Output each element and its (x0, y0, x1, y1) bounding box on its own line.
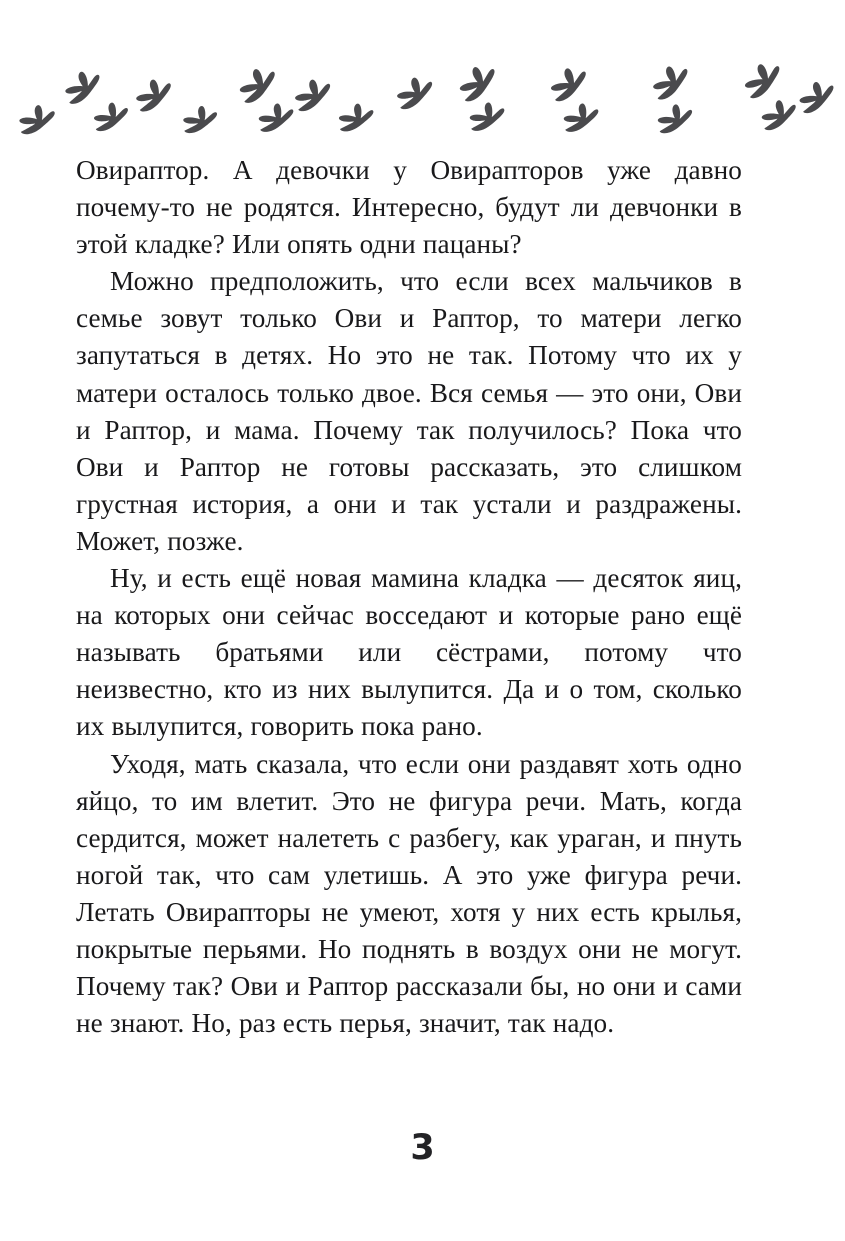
footprint-icon (177, 102, 222, 138)
footprint-icon (790, 74, 843, 120)
paragraph: Ну, и есть ещё новая мамина кладка — десяток яиц, на которых они сейчас восседают и которые рано ещё называть братьями или сёстрами, потому что неизвестно, кто из них вылупится. Да и о том, сколько их вылупится, говорить пока рано. (76, 563, 742, 742)
paragraph: Уходя, мать сказала, что если они раздавят хоть одно яйцо, то им влетит. Это не фигура речи. Мать, когда сердится, может налететь с разбегу, как ураган, и пнуть ногой так, что сам улетишь. А это уже фигура речи. Летать Овирапторы не умеют, хотя у них есть крылья, покрытые перьями. Но поднять в воздух они не могут. Почему так? Ови и Раптор рассказали бы, но они и сами не знают. Но, раз есть перья, значит, так надо. (76, 748, 742, 1039)
footprint-icon (388, 70, 442, 115)
footprint-icon (463, 98, 511, 136)
footprint-icon (127, 72, 181, 119)
footprint-icon (286, 72, 340, 117)
footprint-icon (333, 100, 379, 136)
footprint-icon (651, 99, 700, 138)
page-text-body (76, 152, 742, 1042)
paragraph: Овираптор. А девочки у Овирапторов уже давно почему-то не родятся. Интересно, будут ли девчонки в этой кладке? Или опять одни пацаны? (76, 155, 742, 260)
page-number: 3 (410, 1128, 435, 1168)
footprint-icon (87, 98, 135, 137)
dinosaur-footprint-trail (0, 0, 845, 150)
paragraph: Можно предположить, что если всех мальчиков в семье зовут только Ови и Раптор, то матери легко запутаться в детях. Но это не так. Потому что их у матери осталось только двое. Вся семья — это они, Ови и Раптор, и мама. Почему так получилось? Пока что Ови и Раптор не готовы рассказать, это слишком грустная история, а они и так устали и раздражены. Может, позже. (76, 266, 742, 556)
footprint-icon (557, 99, 605, 137)
footprint-icon (13, 101, 62, 140)
